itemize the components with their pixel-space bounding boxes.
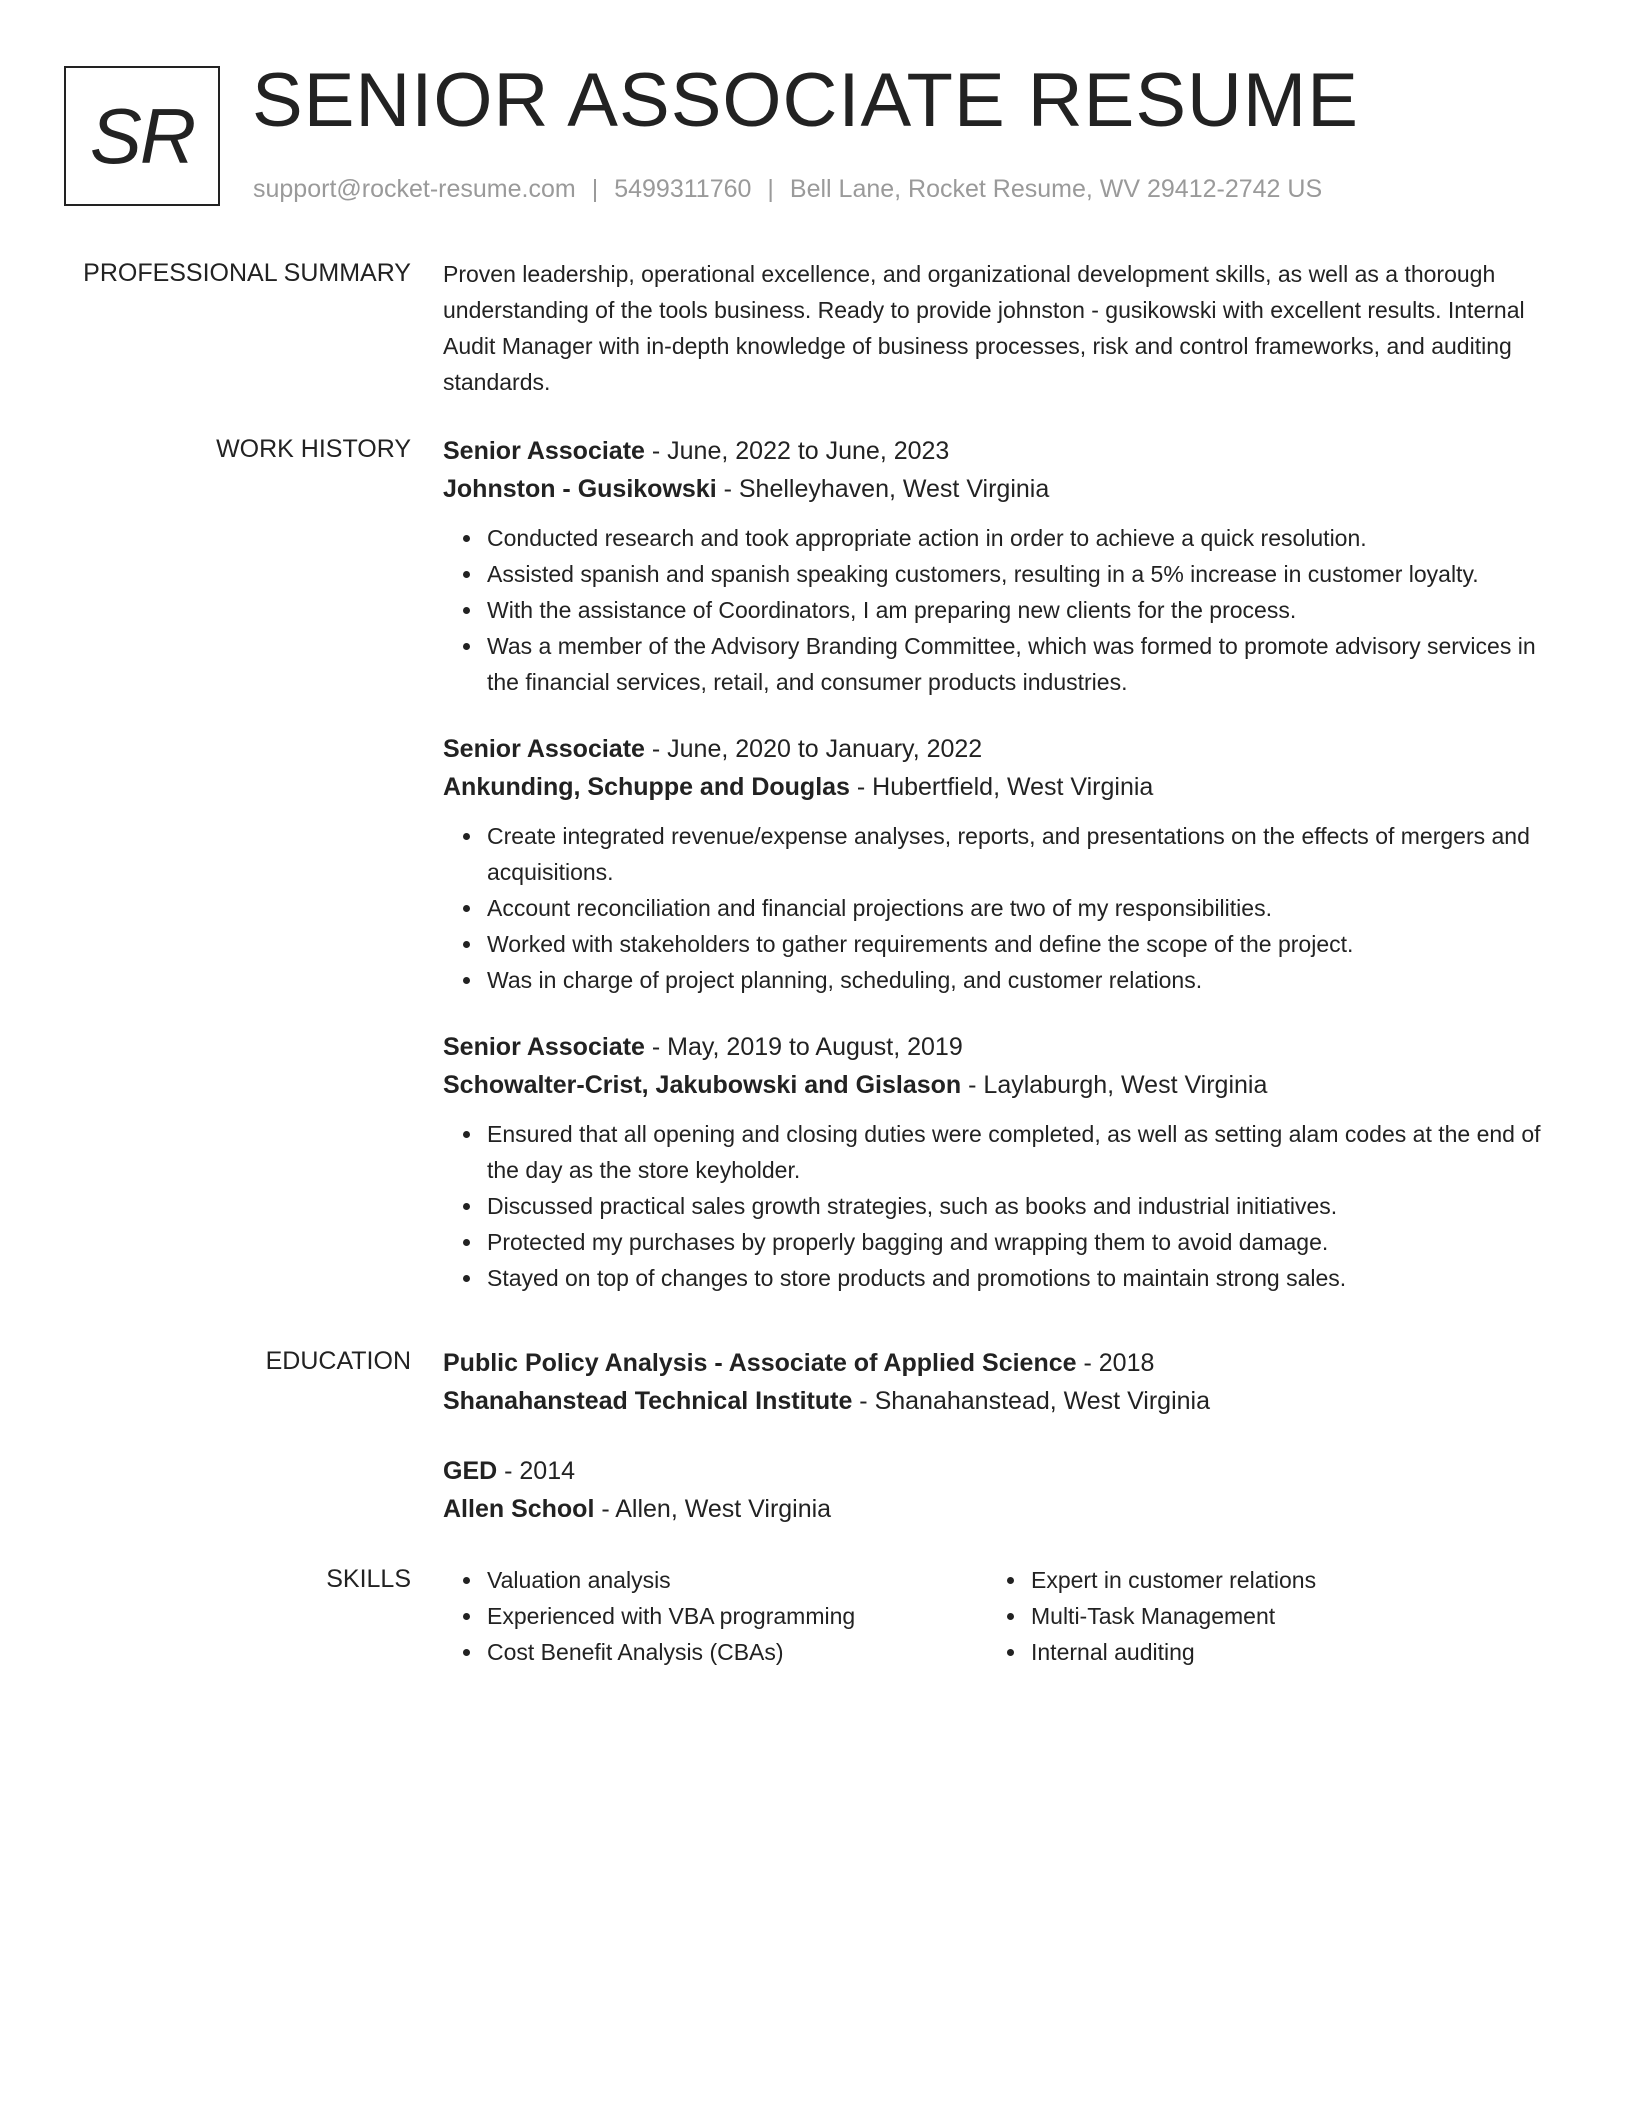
list-item: Experienced with VBA programming: [487, 1598, 987, 1634]
section-label: SKILLS: [326, 1565, 411, 1593]
education-degree-line: [443, 1344, 1555, 1382]
contact-separator: |: [591, 175, 599, 203]
education-degree: Public Policy Analysis - Associate of Applied Science: [443, 1349, 1077, 1377]
education-body: [443, 1344, 1555, 1560]
section-label: EDUCATION: [265, 1347, 411, 1375]
job-company: Ankunding, Schuppe and Douglas: [443, 773, 850, 801]
summary-body: [443, 256, 1555, 400]
list-item: Assisted spanish and spanish speaking customers, resulting in a 5% increase in customer loyalty.: [487, 556, 1555, 592]
job-company: Schowalter-Crist, Jakubowski and Gislason: [443, 1071, 962, 1099]
education-degree: GED: [443, 1457, 498, 1485]
job-bullets: [443, 1116, 1555, 1296]
education-year: - 2014: [497, 1457, 576, 1485]
job-title: Senior Associate: [443, 735, 645, 763]
list-item: Was a member of the Advisory Branding Committee, which was formed to promote advisory services in the financial services, retail, and consumer products industries.: [487, 628, 1555, 700]
list-item: Expert in customer relations: [1031, 1562, 1531, 1598]
page-title: SENIOR ASSOCIATE RESUME: [252, 58, 1359, 143]
list-item: With the assistance of Coordinators, I am preparing new clients for the process.: [487, 592, 1555, 628]
job-entry: [443, 730, 1555, 998]
contact-separator: |: [767, 175, 774, 203]
job-location: - Shelleyhaven, West Virginia: [716, 475, 1050, 503]
job-company-line: [443, 768, 1555, 806]
job-title-line: [443, 1028, 1555, 1066]
contact-line: [253, 172, 1322, 206]
job-dates: - June, 2022 to June, 2023: [644, 437, 950, 465]
education-school: Allen School: [443, 1495, 595, 1523]
list-item: Create integrated revenue/expense analyses, reports, and presentations on the effects of mergers and acquisitions.: [487, 818, 1555, 890]
section-label: PROFESSIONAL SUMMARY: [83, 259, 411, 287]
contact-email[interactable]: support@rocket-resume.com: [253, 175, 576, 203]
job-entry: [443, 432, 1555, 700]
job-company-line: [443, 470, 1555, 508]
list-item: Protected my purchases by properly bagging and wrapping them to avoid damage.: [487, 1224, 1555, 1260]
job-title-line: [443, 432, 1555, 470]
contact-phone[interactable]: 5499311760: [614, 175, 752, 203]
skills-list-right: [987, 1562, 1531, 1670]
list-item: Valuation analysis: [487, 1562, 987, 1598]
summary-text: Proven leadership, operational excellence, and organizational development skills, as well as a thorough understanding of the tools business. Ready to provide johnston - gusikowski with excellent results. Internal Audit Manager with in-depth knowledge of business processes, risk and control frameworks, and auditing standards.: [443, 261, 1525, 395]
contact-address: Bell Lane, Rocket Resume, WV 29412-2742 US: [789, 175, 1323, 203]
list-item: Multi-Task Management: [1031, 1598, 1531, 1634]
education-entry: [443, 1344, 1555, 1420]
job-location: - Hubertfield, West Virginia: [849, 773, 1154, 801]
education-school-line: [443, 1382, 1555, 1420]
list-item: Stayed on top of changes to store products and promotions to maintain strong sales.: [487, 1260, 1555, 1296]
education-year: - 2018: [1076, 1349, 1155, 1377]
work-body: [443, 432, 1555, 1296]
education-location: - Allen, West Virginia: [594, 1495, 832, 1523]
list-item: Discussed practical sales growth strategies, such as books and industrial initiatives.: [487, 1188, 1555, 1224]
education-school-line: [443, 1490, 1555, 1528]
skills-body: [443, 1562, 1555, 1670]
list-item: Internal auditing: [1031, 1634, 1531, 1670]
job-dates: - June, 2020 to January, 2022: [644, 735, 983, 763]
skills-columns: [443, 1562, 1555, 1670]
job-bullets: [443, 520, 1555, 700]
education-location: - Shanahanstead, West Virginia: [852, 1387, 1210, 1415]
section-label: WORK HISTORY: [216, 435, 411, 463]
job-title-line: [443, 730, 1555, 768]
list-item: Conducted research and took appropriate action in order to achieve a quick resolution.: [487, 520, 1555, 556]
job-bullets: [443, 818, 1555, 998]
list-item: Worked with stakeholders to gather requirements and define the scope of the project.: [487, 926, 1555, 962]
skills-list-left: [443, 1562, 987, 1670]
monogram-badge: SR: [64, 66, 220, 206]
education-school: Shanahanstead Technical Institute: [443, 1387, 853, 1415]
education-degree-line: [443, 1452, 1555, 1490]
job-dates: - May, 2019 to August, 2019: [644, 1033, 963, 1061]
job-title: Senior Associate: [443, 1033, 645, 1061]
job-location: - Laylaburgh, West Virginia: [961, 1071, 1268, 1099]
job-company: Johnston - Gusikowski: [443, 475, 717, 503]
list-item: Ensured that all opening and closing duties were completed, as well as setting alam codes at the end of the day as the store keyholder.: [487, 1116, 1555, 1188]
education-entry: [443, 1452, 1555, 1528]
job-company-line: [443, 1066, 1555, 1104]
list-item: Cost Benefit Analysis (CBAs): [487, 1634, 987, 1670]
job-entry: [443, 1028, 1555, 1296]
job-title: Senior Associate: [443, 437, 645, 465]
list-item: Was in charge of project planning, scheduling, and customer relations.: [487, 962, 1555, 998]
list-item: Account reconciliation and financial projections are two of my responsibilities.: [487, 890, 1555, 926]
